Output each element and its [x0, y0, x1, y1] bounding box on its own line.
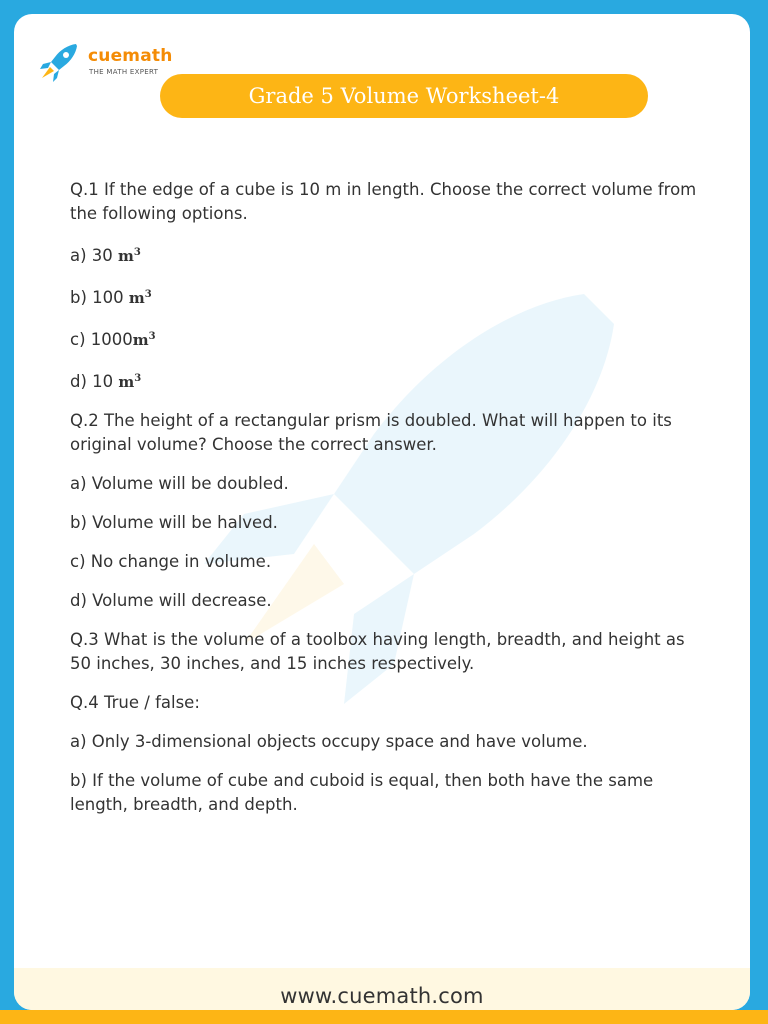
rocket-icon [38, 40, 82, 84]
bottom-border [0, 1010, 768, 1024]
worksheet-content [70, 178, 710, 832]
footer-url[interactable]: www.cuemath.com [280, 984, 484, 1008]
question-3: Q.3 What is the volume of a toolbox having length, breadth, and height as 50 inches, 30 inches, and 15 inches respectively. [70, 630, 685, 673]
question-2: Q.2 The height of a rectangular prism is doubled. What will happen to its original volume? Choose the correct answer. [70, 411, 672, 454]
q2-option-c: c) No change in volume. [70, 552, 272, 571]
q2-option-a: a) Volume will be doubled. [70, 474, 289, 493]
q1-option-a: a) 30 $m^3$ [70, 246, 141, 265]
worksheet-title: Grade 5 Volume Worksheet-4 [248, 84, 560, 108]
left-border [0, 0, 14, 1024]
question-1: Q.1 If the edge of a cube is 10 m in length. Choose the correct volume from the following options. [70, 180, 697, 223]
q2-option-d: d) Volume will decrease. [70, 591, 272, 610]
right-border [750, 0, 768, 1024]
q1-option-b: b) 100 $m^3$ [70, 288, 152, 307]
q2-option-b: b) Volume will be halved. [70, 513, 278, 532]
worksheet-page [14, 14, 750, 1010]
q1-option-d: d) 10 $m^3$ [70, 372, 142, 391]
brand-tagline: THE MATH EXPERT [89, 68, 159, 76]
brand-name: cuemath [88, 46, 173, 66]
q4-statement-b: b) If the volume of cube and cuboid is equal, then both have the same length, breadth, and depth. [70, 771, 654, 814]
q4-statement-a: a) Only 3-dimensional objects occupy space and have volume. [70, 732, 588, 751]
q1-option-c: c) $1000m^3$ [70, 330, 156, 349]
question-4: Q.4 True / false: [70, 693, 200, 712]
worksheet-title-banner [160, 74, 648, 118]
